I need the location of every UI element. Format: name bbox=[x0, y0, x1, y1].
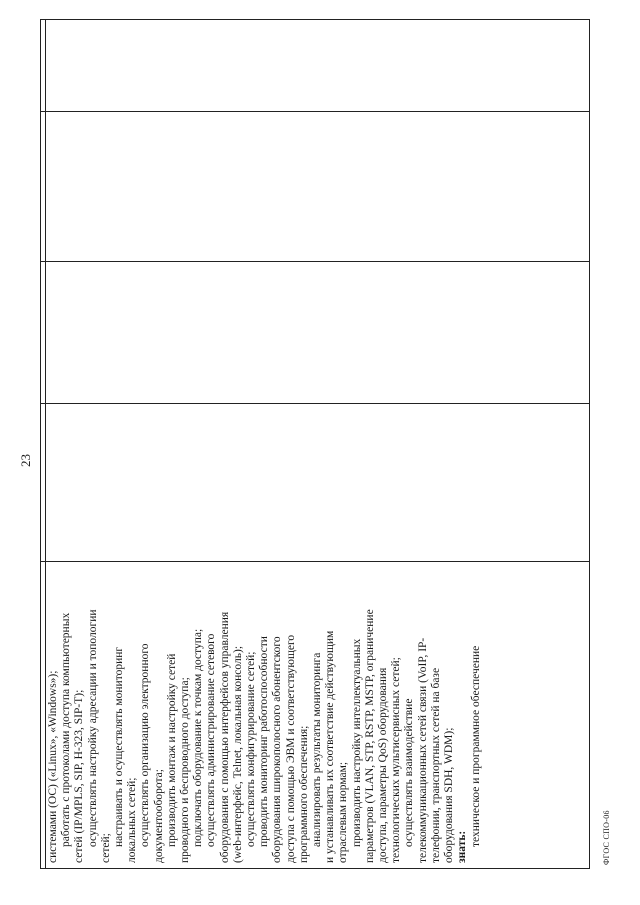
text-line: сетей; bbox=[99, 833, 112, 863]
table-cell-empty bbox=[46, 262, 589, 404]
text-line: осуществлять настройку адресации и топологии bbox=[86, 609, 99, 847]
text-line: проводного и беспроводного доступа; bbox=[179, 677, 192, 863]
text-line: производить настройку интеллектуальных bbox=[350, 638, 363, 847]
text-line: настраивать и осуществлять мониторинг bbox=[113, 646, 126, 847]
text-line: осуществлять администрирование сетевого bbox=[205, 633, 218, 847]
page-number: 23 bbox=[18, 454, 33, 467]
text-line: оборудования широкополосного абонентского bbox=[271, 636, 284, 863]
text-line: параметров (VLAN, STP, RSTP, MSTP, ограничение bbox=[363, 609, 376, 863]
text-line: системами (ОС) («Linux», «Windows»); bbox=[47, 670, 59, 863]
text-line: отраслевым нормам; bbox=[337, 761, 350, 863]
text-line: оборудования SDH, WDM); bbox=[443, 727, 456, 863]
footer-code: ФГОС СПО-06 bbox=[602, 810, 611, 865]
table-cell-empty bbox=[46, 404, 589, 562]
text-line: осуществлять взаимодействие bbox=[403, 698, 416, 847]
table-cell bbox=[41, 404, 45, 562]
text-line: анализировать результаты мониторинга bbox=[311, 652, 324, 847]
text-line: осуществлять организацию электронного bbox=[139, 643, 152, 847]
table-cell bbox=[41, 562, 45, 868]
content-cell bbox=[46, 562, 589, 868]
table-cell bbox=[41, 262, 45, 404]
text-line: знать: bbox=[456, 830, 469, 863]
text-line: локальных сетей; bbox=[126, 777, 139, 863]
text-line: доступа с помощью ЭВМ и соответствующего bbox=[284, 634, 297, 863]
text-line: производить монтаж и настройку сетей bbox=[165, 653, 178, 847]
table-row-main bbox=[46, 20, 589, 868]
text-line: и устанавливать их соответствие действующим bbox=[324, 630, 337, 863]
text-line: техническое и программное обеспечение bbox=[469, 645, 482, 847]
text-line: (web-интерфейс, Telnet, локальная консоль); bbox=[231, 645, 244, 863]
text-line: подключать оборудование к точкам доступа; bbox=[192, 628, 205, 847]
text-line: телефонии, транспортных сетей на базе bbox=[429, 667, 442, 863]
table-cell bbox=[41, 20, 45, 112]
table-cell bbox=[41, 112, 45, 262]
text-line: оборудования с помощью интерфейсов управления bbox=[218, 611, 231, 863]
text-line: программного обеспечения; bbox=[297, 725, 310, 863]
text-line: проводить мониторинг работоспособности bbox=[258, 636, 271, 847]
text-line: сетей (IP/MPLS, SIP, H-323, SIP-T); bbox=[73, 689, 86, 863]
text-line: документооборота; bbox=[152, 769, 165, 863]
text-line: телекоммуникационных сетей связи (VoIP, IP- bbox=[416, 637, 429, 863]
text-line: доступа, параметры QoS) оборудования bbox=[377, 667, 390, 863]
table-cell-empty bbox=[46, 20, 589, 112]
competency-table bbox=[40, 19, 590, 869]
text-line: технологических мультисервисных сетей; bbox=[390, 657, 403, 863]
text-line: работать с протоколами доступа компьютерных bbox=[60, 612, 73, 847]
table-cell-empty bbox=[46, 112, 589, 262]
text-line: осуществлять конфигурирование сетей; bbox=[245, 651, 258, 847]
